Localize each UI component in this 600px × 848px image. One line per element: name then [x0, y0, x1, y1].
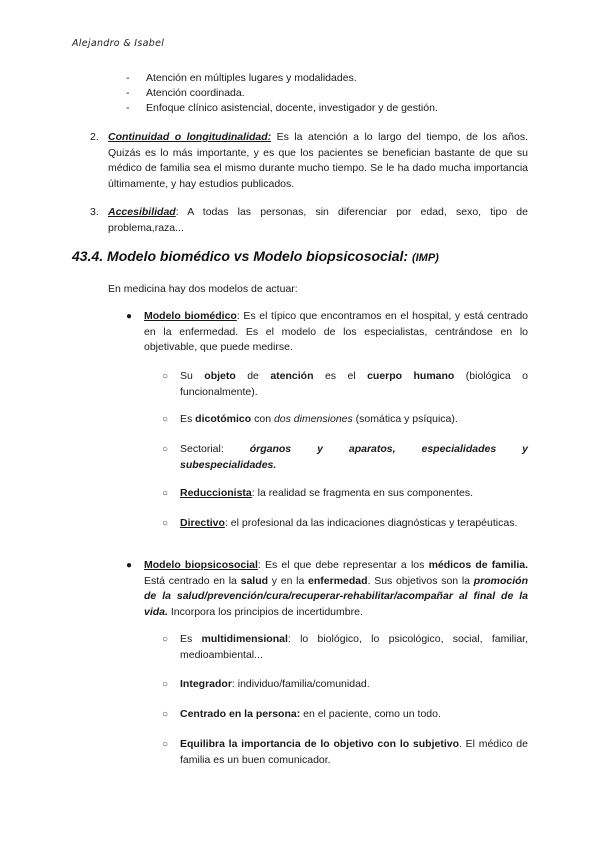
sub-item-equilibra: ○ Equilibra la importancia de lo objetivo con lo subjetivo. El médico de familia es un buen comunicador.	[162, 738, 528, 766]
text-fragment: y	[522, 443, 528, 455]
text-fragment: de	[235, 370, 271, 382]
text-fragment: Es	[180, 633, 202, 645]
text-fragment: dicotómico	[195, 413, 252, 425]
text-fragment: especialidades	[421, 443, 497, 455]
term: Accesibilidad	[108, 206, 176, 218]
text-fragment: órganos	[249, 443, 292, 455]
text-fragment: es el	[313, 370, 368, 382]
text-fragment: médicos de familia.	[428, 559, 528, 571]
dash-glyph: -	[126, 87, 130, 99]
sub-item-integrador: ○ Integrador: individuo/familia/comunidad.	[162, 678, 370, 690]
section-intro: En medicina hay dos modelos de actuar:	[108, 283, 298, 295]
text-fragment: cuerpo humano	[367, 370, 455, 382]
text-fragment: Directivo	[180, 517, 225, 529]
text-fragment: . Sus objetivos son la	[367, 574, 474, 587]
text-fragment: Sectorial:	[180, 443, 224, 455]
text-fragment: enfermedad	[308, 574, 368, 587]
sub-item-dicotomico: ○ Es dicotómico con dos dimensiones (somática y psíquica).	[162, 413, 458, 425]
text-fragment: Reduccionista	[180, 487, 252, 499]
bullet-glyph: ●	[126, 560, 133, 571]
text-fragment: y en la	[268, 574, 309, 587]
bullet-glyph: ●	[126, 311, 133, 322]
numbered-item-accesibilidad: 3. Accesibilidad: A todas las personas, sin diferenciar por edad, sexo, tipo de problema,raza...	[90, 206, 528, 234]
text-fragment: y	[317, 443, 323, 455]
text-fragment: Equilibra la importancia de lo objetivo con lo subjetivo	[180, 738, 459, 750]
term: Continuidad o longitudinalidad:	[108, 131, 272, 143]
sub-item-objeto: ○ Su objeto de atención es el cuerpo humano (biológica o funcionalmente).	[162, 370, 529, 398]
sub-item-directivo: ○ Directivo: el profesional da las indicaciones diagnósticas y terapéuticas.	[162, 517, 518, 529]
sub-item-sectorial: ○ Sectorial: órganos y aparatos, especialidades y subespecialidades.	[162, 443, 528, 471]
text-fragment: (somática y psíquica).	[352, 413, 458, 425]
text-fragment: promoción de la salud/prevención/cura/recuperar-rehabilitar/acompañar al final de la vida.	[144, 574, 528, 618]
dash-glyph: -	[126, 102, 130, 114]
text-fragment: : Es el que debe representar a los	[257, 559, 429, 571]
numbered-item-continuidad: 2. Continuidad o longitudinalidad: Es la atención a lo largo del tiempo, de los años. Quizás es lo más importante, y es que los pacientes se benefician bastante de que su médico de familia sea el mismo durante mucho tiempo. Se le ha dado mucha importancia últimamente, y hay estudios publicados.	[90, 131, 528, 190]
text-fragment: atención	[270, 370, 314, 382]
term: Modelo biopsicosocial	[144, 559, 258, 571]
section-tag: (IMP)	[411, 252, 439, 264]
text-fragment: : la realidad se fragmenta en sus componentes.	[251, 487, 473, 499]
section-title: 43.4. Modelo biomédico vs Modelo biopsicosocial: (IMP)	[72, 248, 439, 264]
sub-item-multidimensional: ○ Es multidimensional: lo biológico, lo psicológico, social, familiar, medioambiental...	[162, 633, 529, 661]
text-fragment: objeto	[204, 370, 236, 382]
text-fragment: Su	[180, 370, 205, 382]
bullet-biopsicosocial	[126, 558, 528, 620]
text-fragment: Centrado en la persona:	[180, 708, 301, 720]
text-fragment: salud	[240, 574, 269, 587]
dash-item: - Enfoque clínico asistencial, docente, investigador y de gestión.	[126, 102, 438, 114]
text-fragment: Integrador	[180, 678, 232, 690]
text-fragment: Es	[180, 413, 196, 425]
text-fragment: aparatos,	[348, 443, 396, 455]
text-fragment: con	[251, 413, 274, 425]
sub-item-centrado: ○ Centrado en la persona: en el paciente, como un todo.	[162, 708, 441, 720]
text-fragment: : individuo/familia/comunidad.	[231, 678, 370, 690]
text-fragment: Incorpora los principios de incertidumbre.	[167, 605, 363, 618]
term: Modelo biomédico	[144, 310, 237, 322]
dash-item: - Atención en múltiples lugares y modalidades.	[126, 72, 357, 84]
text-fragment: Está centrado en la	[144, 574, 241, 587]
sub-item-reduccionista: ○ Reduccionista: la realidad se fragmenta en sus componentes.	[162, 487, 473, 499]
text-fragment: dos dimensiones	[273, 413, 353, 425]
dash-list	[126, 71, 526, 116]
dash-item: - Atención coordinada.	[126, 87, 245, 99]
bullet-biomedico: ● Modelo biomédico: Es el típico que encontramos en el hospital, y está centrado en la enfermedad. Es el modelo de los especialistas, centrándose en lo objetivable, que puede medirse.	[126, 310, 528, 353]
text-fragment: : el profesional da las indicaciones diagnósticas y terapéuticas.	[224, 517, 518, 529]
text-fragment: en el paciente, como un todo.	[300, 708, 441, 720]
text-fragment: : lo biológico, lo psicológico, social, familiar, medioambiental...	[180, 633, 529, 661]
running-header: Alejandro & Isabel	[72, 38, 165, 49]
text-fragment: . El médico de familia es un buen comunicador.	[180, 738, 528, 766]
text-fragment: (biológica o funcionalmente).	[180, 370, 529, 398]
text-fragment: multidimensional	[201, 633, 288, 645]
text-fragment: subespecialidades.	[180, 458, 277, 471]
dash-glyph: -	[126, 72, 130, 84]
